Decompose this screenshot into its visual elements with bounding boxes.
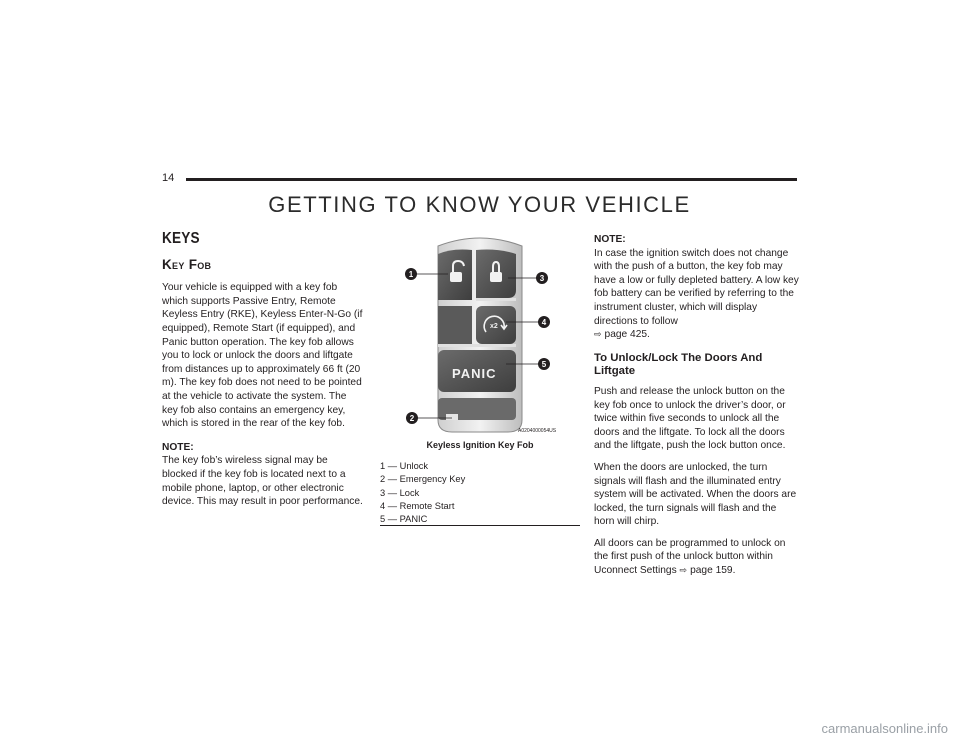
- callout-5: [538, 358, 550, 370]
- note-block-battery: [594, 233, 799, 342]
- panic-label: PANIC: [452, 366, 497, 381]
- x2-label: x2: [490, 323, 498, 330]
- svg-text:5: 5: [541, 360, 547, 369]
- legend-item: 1 — Unlock: [380, 461, 429, 471]
- image-code: A0204000054US: [518, 428, 557, 434]
- subsection-title-unlock-lock: To Unlock/Lock The Doors And Liftgate: [594, 351, 763, 378]
- section-title-keys: KEYS: [162, 230, 200, 247]
- legend-item: 5 — PANIC: [380, 514, 428, 525]
- legend-item: 2 — Emergency Key: [380, 474, 466, 485]
- site-watermark: carmanualsonline.info: [821, 721, 948, 736]
- svg-text:1: 1: [408, 270, 414, 279]
- left-column: [162, 232, 364, 509]
- header-rule: [186, 178, 797, 181]
- figure-caption: Keyless Ignition Key Fob: [426, 440, 534, 450]
- page-ref-arrow-icon: ⇨: [679, 565, 688, 576]
- legend-item: 4 — Remote Start: [380, 500, 455, 511]
- callout-4: [538, 316, 550, 328]
- page-reference-link[interactable]: page 425.: [604, 329, 650, 341]
- emergency-key-notch: [446, 414, 458, 420]
- page-reference-link[interactable]: page 159.: [690, 565, 736, 577]
- svg-text:4: 4: [541, 318, 547, 327]
- subsection-title-key-fob: Key Fob: [162, 256, 212, 272]
- fob-left-strip: [438, 306, 472, 344]
- note-text: The key fob’s wireless signal may be blocked if the key fob is located next to a mobile phone, laptop, or other electronic device. This may result in poor performance.: [162, 455, 363, 508]
- note-label: NOTE:: [594, 234, 626, 245]
- note-label: NOTE:: [162, 441, 194, 453]
- figure-legend: [380, 460, 580, 526]
- turn-signals-para: When the doors are unlocked, the turn signals will flash and the illuminated entry system will be activated. When the doors are locked, the turn signals will flash and the horn will chirp.: [594, 461, 797, 528]
- note-block: [162, 441, 364, 509]
- page-ref-arrow-icon: ⇨: [594, 329, 602, 340]
- key-fob-illustration: [380, 232, 580, 442]
- note-text: In case the ignition switch does not change with the push of a button, the key fob may have a low or fully depleted battery. A low key fob battery can be verified by referring to the instrument cluster, which will display directions to follow: [594, 247, 799, 327]
- program-unlock-para: All doors can be programmed to unlock on the first push of the unlock button within Uconnect Settings ⇨ page 159.: [594, 537, 786, 577]
- unlock-lock-para: Push and release the unlock button on the key fob once to unlock the driver’s door, or twice within five seconds to unlock all the doors and the liftgate. To lock all the doors and the liftgate, push the lock button once.: [594, 385, 786, 452]
- callout-1: [405, 268, 417, 280]
- legend-item: 3 — Lock: [380, 487, 420, 498]
- svg-text:3: 3: [539, 274, 545, 283]
- chapter-title: GETTING TO KNOW YOUR VEHICLE: [268, 192, 691, 217]
- right-column: [594, 233, 799, 586]
- page-number: 14: [162, 172, 175, 184]
- legend-rule: [380, 525, 580, 526]
- key-fob-description: Your vehicle is equipped with a key fob which supports Passive Entry, Remote Keyless Entry (RKE), Keyless Enter-N-Go (if equipped), Remote Start (if equipped), and Panic button operation. The key fob allows you to lock or unlock the doors and liftgate from distances up to approximately 66 ft (20 m). The key fob does not need to be pointed at the vehicle to activate the system. The key fob also contains an emergency key, which is stored in the rear of the key fob.: [162, 282, 363, 430]
- svg-text:2: 2: [409, 414, 415, 423]
- callout-2: [406, 412, 418, 424]
- callout-3: [536, 272, 548, 284]
